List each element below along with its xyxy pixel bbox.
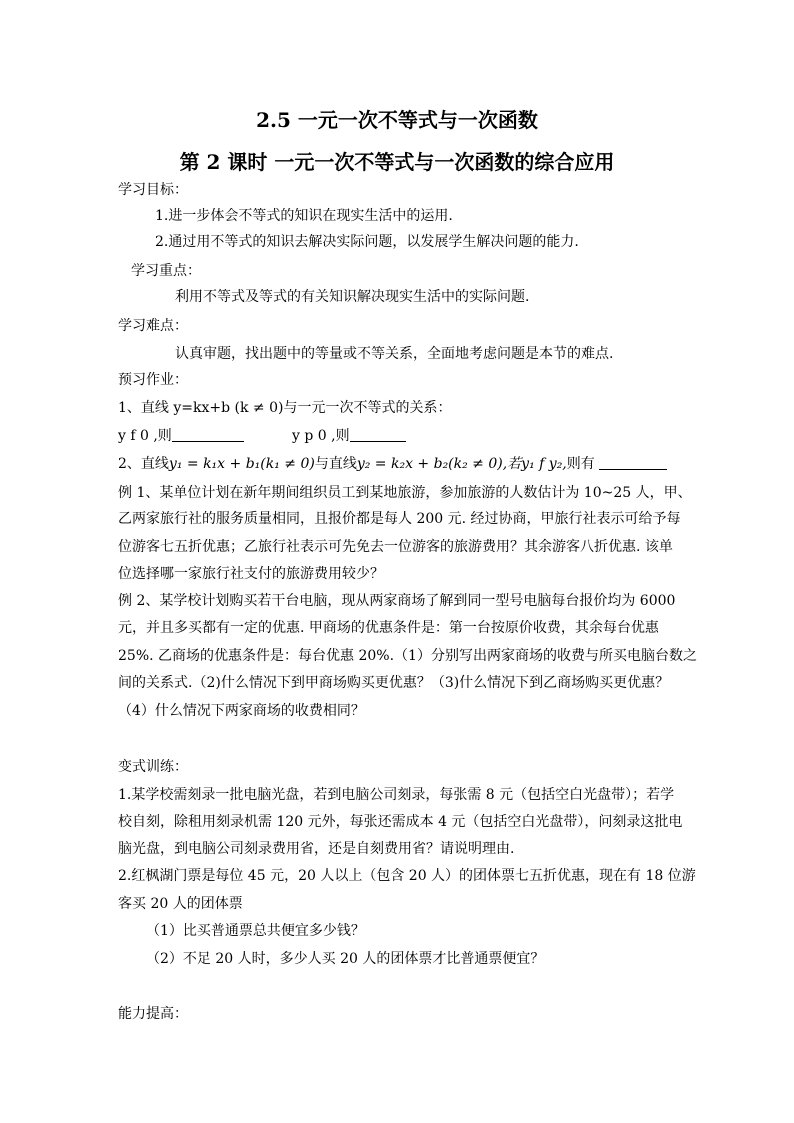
preview-question-1: 1、直线 y=kx+b (k ≠ 0)与一元一次不等式的关系：	[118, 400, 452, 416]
preview-question-1b	[292, 427, 406, 445]
q2-mid: 与直线	[314, 456, 357, 472]
q2-equation-2: y₂ = k₂x + b₂(k₂ ≠ 0),	[356, 456, 508, 472]
document-title: 2.5 一元一次不等式与一次函数	[256, 108, 538, 132]
q2-equation-1: y₁ = k₁x + b₁(k₁ ≠ 0)	[168, 456, 315, 472]
q2-suffix: 则有	[566, 456, 595, 472]
q1a-answer-blank[interactable]	[172, 427, 244, 442]
example-2-line-3: 25%. 乙商场的优惠条件是：每台优惠 20%.（1）分别写出两家商场的收费与所买电脑台数之	[118, 648, 697, 664]
example-2-line-5: （4）什么情况下两家商场的收费相同？	[118, 703, 365, 719]
key-points-text: 利用不等式及等式的有关知识解决现实生活中的实际问题.	[175, 289, 530, 305]
q2-answer-blank[interactable]	[599, 455, 667, 470]
example-1-line-4: 位选择哪一家旅行社支付的旅游费用较少？	[118, 566, 384, 582]
practice-heading: 变式训练：	[118, 759, 188, 775]
practice-2-sub-1: （1）比买普通票总共便宜多少钱？	[146, 923, 365, 939]
key-points-heading: 学习重点：	[131, 263, 201, 279]
practice-1-line-3: 脑光盘，到电脑公司刻录费用省，还是自刻费用省？请说明理由.	[118, 841, 515, 857]
ability-heading: 能力提高：	[118, 1006, 188, 1022]
objective-item-1: 1.进一步体会不等式的知识在现实生活中的运用.	[155, 208, 453, 224]
example-2-line-2: 元，并且多买都有一定的优惠. 甲商场的优惠条件是：第一台按原价收费，其余每台优惠	[118, 620, 659, 636]
preview-question-2	[118, 455, 667, 473]
practice-1-line-1: 1.某学校需刻录一批电脑光盘，若到电脑公司刻录，每张需 8 元（包括空白光盘带）；若学	[118, 787, 675, 803]
practice-2-line-2: 客买 20 人的团体票	[118, 896, 243, 912]
example-1-line-3: 位游客七五折优惠；乙旅行社表示可先免去一位游客的旅游费用？其余游客八折优惠. 该单	[118, 539, 673, 555]
objectives-heading: 学习目标：	[118, 182, 188, 198]
example-2-line-1: 例 2、某学校计划购买若干台电脑，现从两家商场了解到同一型号电脑每台报价均为 6000	[118, 593, 676, 609]
example-1-line-2: 乙两家旅行社的服务质量相同，且报价都是每人 200 元. 经过协商，甲旅行社表示可给予每	[118, 511, 681, 527]
q2-prefix: 2、直线	[118, 456, 169, 472]
q2-condition: 若y₁ f y₂,	[507, 456, 567, 472]
practice-2-line-1: 2.红枫湖门票是每位 45 元，20 人以上（包含 20 人）的团体票七五折优惠，现在有 18 位游	[118, 868, 696, 884]
q1b-answer-blank[interactable]	[350, 427, 406, 442]
q1a-text: y f 0 ,则	[118, 428, 172, 444]
practice-1-line-2: 校自刻，除租用刻录机需 120 元外，每张还需成本 4 元（包括空白光盘带），问刻录这批电	[118, 814, 683, 830]
example-2-line-4: 间的关系式.（2)什么情况下到甲商场购买更优惠？（3)什么情况下到乙商场购买更优惠？	[118, 675, 670, 691]
q1b-text: y p 0 ,则	[292, 428, 350, 444]
preview-heading: 预习作业：	[118, 372, 188, 388]
practice-2-sub-2: （2）不足 20 人时，多少人买 20 人的团体票才比普通票便宜？	[146, 951, 545, 967]
example-1-line-1: 例 1、某单位计划在新年期间组织员工到某地旅游，参加旅游的人数估计为 10~25 人，甲、	[118, 485, 692, 501]
document-subtitle: 第 2 课时 一元一次不等式与一次函数的综合应用	[179, 150, 615, 174]
difficulties-heading: 学习难点：	[118, 318, 188, 334]
preview-question-1a	[118, 427, 244, 445]
objective-item-2: 2.通过用不等式的知识去解决实际问题，以发展学生解决问题的能力.	[155, 234, 579, 250]
difficulties-text: 认真审题，找出题中的等量或不等关系，全面地考虑问题是本节的难点.	[175, 346, 614, 362]
